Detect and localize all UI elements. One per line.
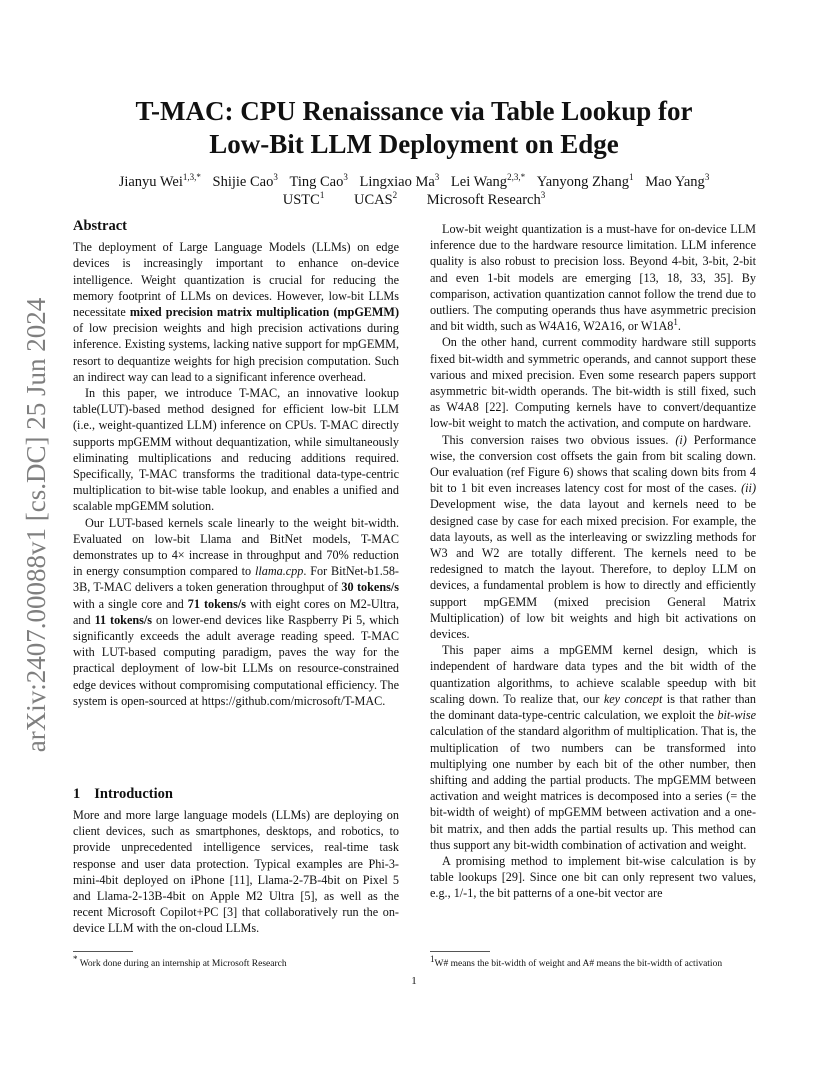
abstract-section — [73, 218, 399, 709]
affiliation: Microsoft Research$^3$ — [426, 190, 546, 208]
affiliation: UCAS$^2$ — [353, 190, 398, 208]
author-name: Mao Yang$^3$ — [645, 172, 710, 190]
author-name: Ting Cao$^3$ — [289, 172, 348, 190]
body-paragraph: A promising method to implement bit-wise calculation is by table lookups [29]. Since one bit can only represent two values, e.g., 1/-1, the bit patterns of a one-bit vector are — [430, 853, 756, 901]
right-column — [430, 221, 756, 902]
abstract-paragraph: Our LUT-based kernels scale linearly to the weight bit-width. Evaluated on low-bit Llama and BitNet models, T-MAC demonstrates up to 4× increase in throughput and 70% reduction in energy consumption compared to llama.cpp. For BitNet-b1.58-3B, T-MAC delivers a token generation throughput of 30 tokens/s with a single core and 71 tokens/s with eight cores on M2-Ultra, and 11 tokens/s on lower-end devices like Raspberry Pi 5, which significantly exceeds the adult average reading speed. T-MAC with LUT-based computing paradigm, paves the way for the practical deployment of low-bit LLMs on resource-constrained edge devices without compromising computational efficiency. The system is open-sourced at https://github.com/microsoft/T-MAC. — [73, 515, 399, 708]
title-line-1: T-MAC: CPU Renaissance via Table Lookup for — [135, 96, 693, 126]
author-name: Lingxiao Ma$^3$ — [359, 172, 440, 190]
footnote-left: * Work done during an internship at Microsoft Research — [73, 953, 287, 969]
footnote-rule-left — [73, 951, 133, 952]
abstract-paragraph: The deployment of Large Language Models (LLMs) on edge devices is increasingly important to enhance on-device intelligence. Weight quantization is crucial for reducing the memory footprint of LLMs on devices. However, low-bit LLMs necessitate mixed precision matrix multiplication (mpGEMM) of low precision weights and high precision activations during inference. Existing systems, lacking native support for mpGEMM, resort to dequantize weights for high precision computation. Such an indirect way can lead to a significant inference overhead. — [73, 240, 399, 384]
footnote-rule-right — [430, 951, 490, 952]
author-name: Jianyu Wei$^{1,3,*}$ — [118, 172, 201, 190]
arxiv-identifier-stamp: arXiv:2407.00088v1 [cs.DC] 25 Jun 2024 — [21, 297, 51, 753]
footnote-right: $^1$W# means the bit-width of weight and A# means the bit-width of activation — [430, 953, 723, 969]
introduction-heading: 1 Introduction — [73, 786, 173, 802]
author-name: Yanyong Zhang$^1$ — [536, 172, 634, 190]
author-name: Lei Wang$^{2,3,*}$ — [450, 172, 526, 190]
affiliation: USTC$^1$ — [282, 190, 325, 208]
affiliation-list — [60, 191, 768, 209]
abstract-heading: Abstract — [73, 218, 127, 234]
page-number: 1 — [411, 975, 417, 987]
abstract-paragraph: In this paper, we introduce T-MAC, an innovative lookup table(LUT)-based method designed for efficient low-bit LLM (i.e., weight-quantized LLM) inference on CPUs. T-MAC directly supports mpGEMM without dequantization, while simultaneously eliminating multiplications and reducing additions required. Specifically, T-MAC transforms the traditional data-type-centric multiplication to bit-wise table lookup, and enables a unified and scalable mpGEMM solution. — [73, 386, 399, 514]
author-list — [60, 173, 768, 191]
author-name: Shijie Cao$^3$ — [212, 172, 278, 190]
author-block — [60, 173, 768, 209]
body-paragraph: This conversion raises two obvious issues. (i) Performance wise, the conversion cost offsets the gain from bit scaling down. Our evaluation (ref Figure 6) shows that scaling down bits from 4 bit to 1 bit even increases latency cost for most of the cases. (ii) Development wise, the data layout and kernels need to be designed case by case for each mixed precision. For example, the data layouts, as well as the interleaving or swizzling methods for W3 and W2 are totally different. The kernels need to be redesigned to match the layout. Therefore, to deploy LLM on devices, a fundamental problem is how to directly and efficiently support mpGEMM (mixed precision General Matrix Multiplication) of low bit weights and high bit activations on devices. — [430, 432, 756, 642]
body-paragraph: Low-bit weight quantization is a must-have for on-device LLM inference due to the hardware resource limitation. LLM inference quality is also robust to precision loss. Beyond 4-bit, 3-bit, 2-bit and even 1-bit models are emerging [13, 18, 33, 35]. By comparison, activation quantization cannot follow the trend due to outliers. The computing operands thus have asymmetric precision and bit width, such as W4A16, W2A16, or $W1A8^1$. — [430, 222, 756, 334]
title-line-2: Low-Bit LLM Deployment on Edge — [209, 129, 619, 159]
paper-title — [60, 95, 768, 161]
body-paragraph: On the other hand, current commodity hardware still supports fixed bit-width and symmetric operands, and cannot support these various and mixed precision. Even some research papers support asymmetric bit-width operands. The bit-width is still fixed, such as W4A8 [22]. Computing kernels have to convert/dequantize low-bit weight to match the activation, and compute on hardware. — [430, 335, 756, 431]
body-paragraph: This paper aims a mpGEMM kernel design, which is independent of hardware data types and the bit width of the quantization algorithms, to achieve scalable speedup with bit scaling down. To realize that, our key concept is that rather than the dominant data-type-centric calculation, we exploit the bit-wise calculation of the standard algorithm of multiplication. That is, the multiplication of two numbers can be transformed into multiplying one number by each bit of the other number, then shifting and adding the partial products. The mpGEMM between activation and weight matrices is decomposed into a series (= the bit-width of weight) of mpGEMM between activation and a one-bit matrix, and then adds the partial results up. This method can thus support any bit-width combination of activation and weight. — [430, 643, 757, 852]
body-paragraph: More and more large language models (LLMs) are deploying on client devices, such as smartphones, desktops, and robotics, to provide unprecedented intelligence services, real-time task response and user data protection. Typical examples are Phi-3-mini-4bit deployed on iPhone [11], Llama-2-7B-4bit on Pixel 5 and Llama-2-13B-4bit on Apple M2 Ultra [5], as well as the recent Microsoft Copilot+PC [3] that collaboratively run the on-device LLM with the on-cloud LLMs. — [73, 808, 399, 936]
introduction-body — [73, 807, 399, 937]
